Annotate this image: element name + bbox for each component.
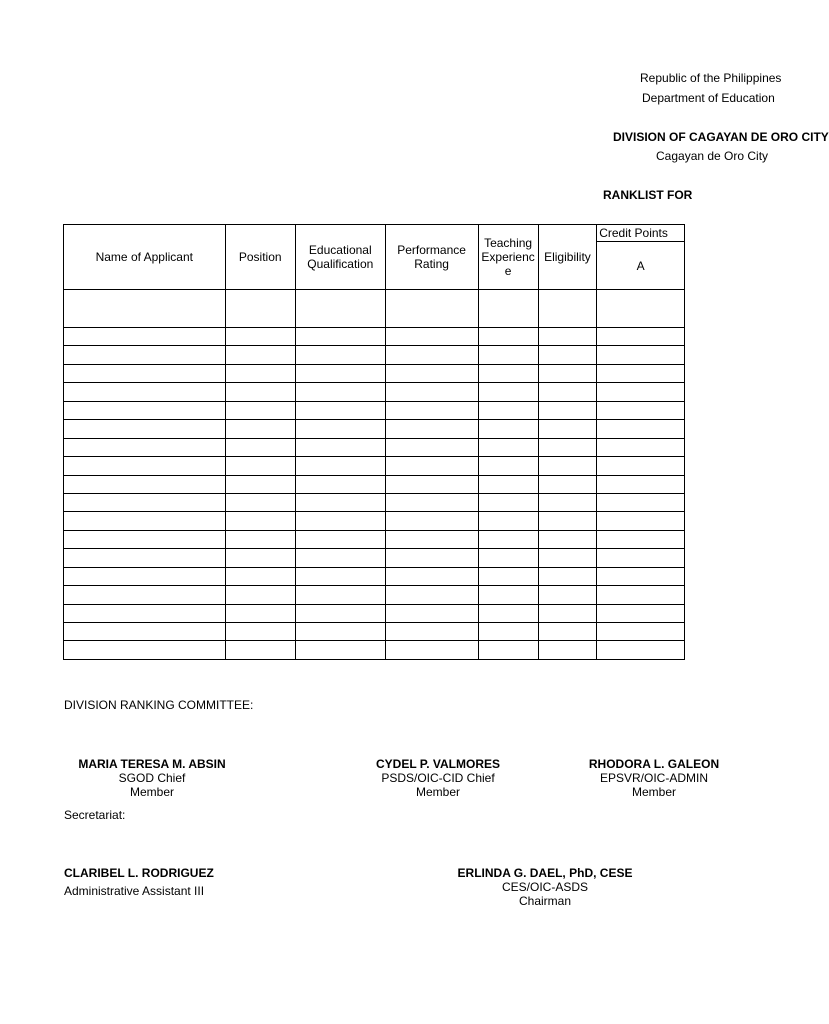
table-cell <box>478 383 538 401</box>
table-cell <box>64 457 226 475</box>
col-credit-points: Credit Points <box>597 225 685 242</box>
table-cell <box>64 586 226 604</box>
table-cell <box>385 475 478 493</box>
table-cell <box>295 420 385 438</box>
table-cell <box>225 567 295 585</box>
table-cell <box>538 512 597 530</box>
table-cell <box>295 530 385 548</box>
table-cell <box>597 475 685 493</box>
table-cell <box>295 383 385 401</box>
col-teaching-experience: Teaching Experienc e <box>478 225 538 290</box>
table-row <box>64 586 685 604</box>
table-cell <box>597 401 685 419</box>
table-cell <box>64 401 226 419</box>
table-cell <box>538 290 597 328</box>
table-cell <box>225 346 295 364</box>
table-cell <box>64 623 226 641</box>
header-department: Department of Education <box>642 91 775 105</box>
table-cell <box>538 549 597 567</box>
table-cell <box>478 512 538 530</box>
signatory-title: PSDS/OIC-CID Chief <box>381 771 495 785</box>
signatory-member-3 <box>578 757 730 799</box>
table-cell <box>478 641 538 659</box>
signatory-role: Member <box>631 785 676 799</box>
table-cell <box>225 420 295 438</box>
header-division: DIVISION OF CAGAYAN DE ORO CITY <box>613 130 829 144</box>
table-cell <box>597 328 685 346</box>
ranklist-title: RANKLIST FOR <box>603 188 693 202</box>
table-cell <box>295 586 385 604</box>
table-cell <box>295 604 385 622</box>
table-cell <box>64 420 226 438</box>
table-cell <box>538 493 597 511</box>
signatory-title: SGOD Chief <box>118 771 186 785</box>
table-cell <box>295 401 385 419</box>
table-cell <box>538 457 597 475</box>
table-row <box>64 364 685 382</box>
table-cell <box>597 567 685 585</box>
table-cell <box>597 623 685 641</box>
table-cell <box>295 493 385 511</box>
signatory-name: MARIA TERESA M. ABSIN <box>78 757 226 771</box>
table-cell <box>225 364 295 382</box>
table-row <box>64 290 685 328</box>
table-cell <box>295 346 385 364</box>
signatory-role: Chairman <box>518 894 572 908</box>
table-cell <box>64 530 226 548</box>
table-cell <box>225 512 295 530</box>
table-cell <box>225 290 295 328</box>
table-cell <box>478 328 538 346</box>
table-row <box>64 475 685 493</box>
table-row <box>64 401 685 419</box>
table-cell <box>64 438 226 456</box>
table-cell <box>385 420 478 438</box>
signatory-chairman <box>430 866 660 908</box>
table-cell <box>64 383 226 401</box>
table-cell <box>478 401 538 419</box>
table-row <box>64 549 685 567</box>
table-cell <box>385 641 478 659</box>
table-cell <box>538 364 597 382</box>
table-cell <box>538 586 597 604</box>
table-cell <box>385 604 478 622</box>
table-cell <box>385 549 478 567</box>
table-cell <box>478 290 538 328</box>
table-cell <box>597 641 685 659</box>
secretariat-title: Administrative Assistant III <box>64 884 205 898</box>
signatory-name: RHODORA L. GALEON <box>588 757 720 771</box>
table-cell <box>597 493 685 511</box>
table-row <box>64 530 685 548</box>
table-cell <box>225 586 295 604</box>
table-cell <box>538 346 597 364</box>
table-cell <box>538 420 597 438</box>
table-cell <box>597 364 685 382</box>
table-cell <box>597 530 685 548</box>
table-cell <box>64 549 226 567</box>
signatory-name: CYDEL P. VALMORES <box>375 757 501 771</box>
table-cell <box>385 623 478 641</box>
table-cell <box>64 346 226 364</box>
table-cell <box>295 328 385 346</box>
table-cell <box>385 401 478 419</box>
table-cell <box>478 530 538 548</box>
table-cell <box>64 364 226 382</box>
table-cell <box>597 586 685 604</box>
table-cell <box>295 364 385 382</box>
table-cell <box>478 604 538 622</box>
table-cell <box>478 438 538 456</box>
table-row <box>64 328 685 346</box>
table-cell <box>295 290 385 328</box>
table-cell <box>225 493 295 511</box>
table-cell <box>478 346 538 364</box>
table-cell <box>385 530 478 548</box>
table-cell <box>64 641 226 659</box>
table-cell <box>225 604 295 622</box>
table-cell <box>64 290 226 328</box>
table-cell <box>538 567 597 585</box>
table-cell <box>597 420 685 438</box>
table-row <box>64 641 685 659</box>
table-cell <box>538 383 597 401</box>
table-cell <box>295 438 385 456</box>
table-row <box>64 512 685 530</box>
table-cell <box>295 457 385 475</box>
table-cell <box>385 383 478 401</box>
table-cell <box>385 457 478 475</box>
table-row <box>64 567 685 585</box>
table-cell <box>597 512 685 530</box>
table-row <box>64 604 685 622</box>
signatory-role: Member <box>129 785 174 799</box>
table-row <box>64 493 685 511</box>
table-cell <box>478 493 538 511</box>
table-cell <box>385 512 478 530</box>
table-cell <box>385 567 478 585</box>
table-cell <box>225 401 295 419</box>
col-performance-rating: Performance Rating <box>385 225 478 290</box>
signatory-name: ERLINDA G. DAEL, PhD, CESE <box>457 866 633 880</box>
table-cell <box>478 586 538 604</box>
table-cell <box>597 290 685 328</box>
table-cell <box>538 530 597 548</box>
table-cell <box>295 567 385 585</box>
table-cell <box>385 438 478 456</box>
ranklist-table <box>63 224 685 660</box>
table-cell <box>478 364 538 382</box>
table-cell <box>225 623 295 641</box>
table-cell <box>225 457 295 475</box>
table-cell <box>225 641 295 659</box>
table-cell <box>538 401 597 419</box>
table-cell <box>225 530 295 548</box>
secretariat-name: CLARIBEL L. RODRIGUEZ <box>64 866 214 880</box>
table-cell <box>225 383 295 401</box>
signatory-member-1 <box>40 757 264 799</box>
table-cell <box>64 328 226 346</box>
table-cell <box>295 549 385 567</box>
ranklist-body <box>64 290 685 660</box>
table-row <box>64 438 685 456</box>
table-cell <box>478 420 538 438</box>
table-cell <box>225 475 295 493</box>
header-city: Cagayan de Oro City <box>656 149 769 163</box>
table-cell <box>597 383 685 401</box>
col-position: Position <box>225 225 295 290</box>
col-educational-qualification: Educational Qualification <box>295 225 385 290</box>
table-cell <box>538 475 597 493</box>
table-cell <box>597 549 685 567</box>
table-cell <box>597 604 685 622</box>
table-cell <box>538 623 597 641</box>
table-cell <box>385 290 478 328</box>
table-cell <box>295 623 385 641</box>
table-row <box>64 457 685 475</box>
table-cell <box>225 328 295 346</box>
table-cell <box>64 475 226 493</box>
committee-label: DIVISION RANKING COMMITTEE: <box>64 698 254 712</box>
table-cell <box>385 586 478 604</box>
signatory-title: EPSVR/OIC-ADMIN <box>599 771 708 785</box>
table-cell <box>478 567 538 585</box>
table-row <box>64 623 685 641</box>
table-cell <box>385 493 478 511</box>
header-republic: Republic of the Philippines <box>640 71 782 85</box>
table-cell <box>538 641 597 659</box>
table-row <box>64 420 685 438</box>
table-cell <box>538 328 597 346</box>
table-cell <box>295 512 385 530</box>
signatory-title: CES/OIC-ASDS <box>501 880 588 894</box>
table-cell <box>64 567 226 585</box>
col-credit-a: A <box>597 242 685 290</box>
table-cell <box>64 493 226 511</box>
table-cell <box>478 549 538 567</box>
table-cell <box>478 457 538 475</box>
table-cell <box>597 438 685 456</box>
table-cell <box>538 604 597 622</box>
table-cell <box>385 328 478 346</box>
col-name-of-applicant: Name of Applicant <box>64 225 226 290</box>
table-cell <box>385 346 478 364</box>
table-cell <box>538 438 597 456</box>
table-cell <box>478 623 538 641</box>
table-cell <box>295 475 385 493</box>
signatory-role: Member <box>415 785 460 799</box>
table-cell <box>597 346 685 364</box>
table-cell <box>597 457 685 475</box>
table-cell <box>385 364 478 382</box>
col-eligibility: Eligibility <box>538 225 597 290</box>
secretariat-label: Secretariat: <box>64 808 126 822</box>
table-cell <box>64 512 226 530</box>
table-cell <box>478 475 538 493</box>
table-cell <box>295 641 385 659</box>
table-cell <box>225 438 295 456</box>
table-row <box>64 346 685 364</box>
signatory-member-2 <box>338 757 538 799</box>
table-cell <box>225 549 295 567</box>
table-cell <box>64 604 226 622</box>
table-row <box>64 383 685 401</box>
